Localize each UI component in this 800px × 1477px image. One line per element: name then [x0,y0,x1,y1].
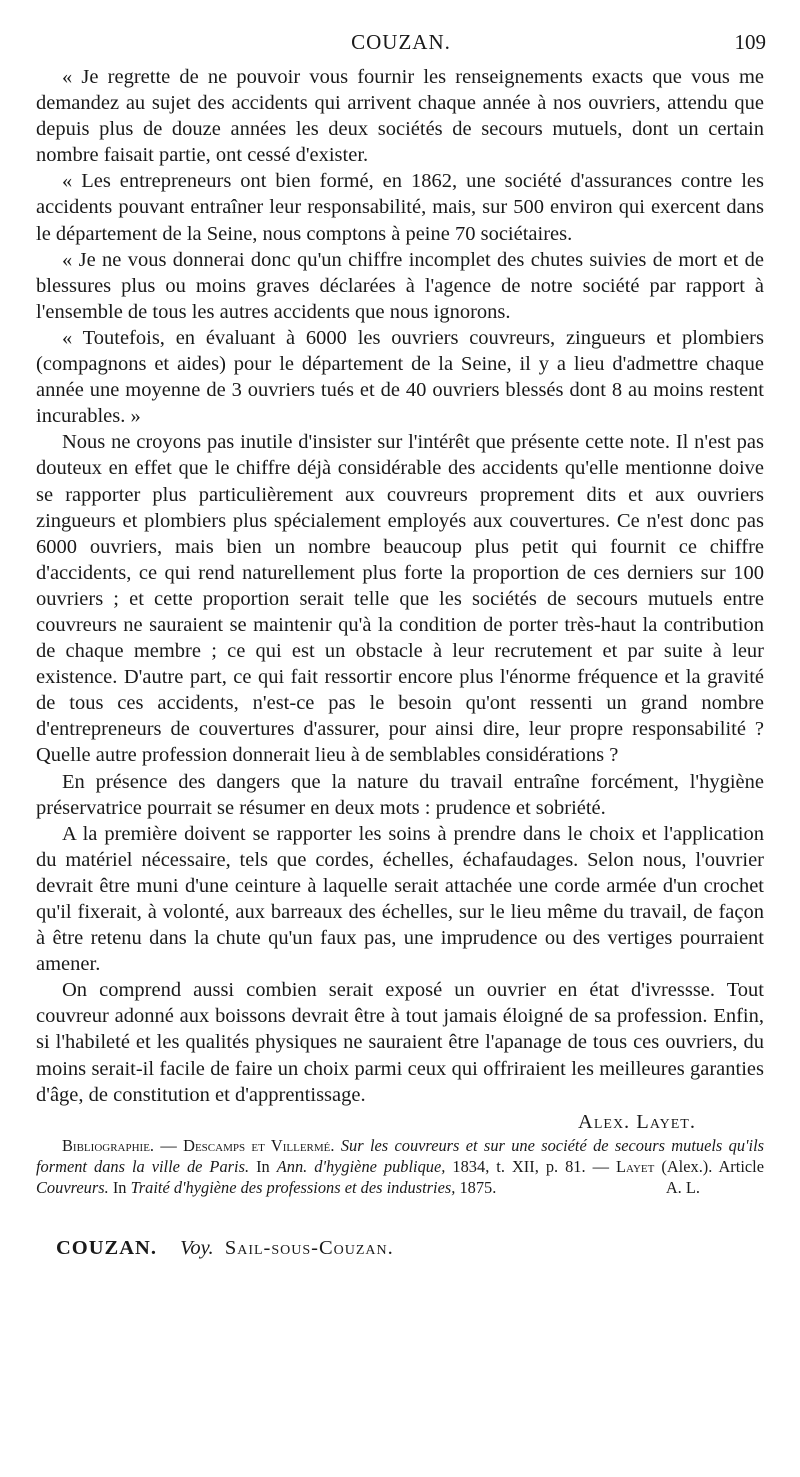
paragraph: On comprend aussi combien serait exposé un ouvrier en état d'ivressse. Tout couvreur adonné aux boissons devrait être à tout jamais éloigné de sa profession. Enfin, si l'habileté et les qualités physiques ne sauraient être l'apanage de tous ces ouvriers, du moins serait-il facile de faire un choix parmi ceux qui offriraient les meilleures garanties d'âge, de constitution et d'apprentissage. [36,979,764,1106]
paragraph: « Les entrepreneurs ont bien formé, en 1862, une société d'assurances contre les accidents pouvant entraîner leur responsabilité, mais, sur 500 environ qui exercent dans le département de la Seine, nous comptons à peine 70 sociétaires. [36,170,764,245]
cross-reference-entry [36,1235,764,1261]
text-body [36,64,764,1261]
bibliography-label: Bibliographie. [62,1135,155,1155]
paragraph: Nous ne croyons pas inutile d'insister sur l'intérêt que présente cette note. Il n'est pas douteux en effet que le chiffre déjà considérable des accidents qu'elle mentionne doive se rapporter plus particulièrement aux couvreurs proprement dits et aux ouvriers zingueurs et plombiers plus spécialement employés aux couvertures. Ce n'est donc pas 6000 ouvriers, mais bien un nombre beaucoup plus petit qui fournit ce chiffre d'accidents, ce qui rend naturellement plus forte la proportion de ces derniers sur 100 ouvriers ; et cette proportion serait telle que les sociétés de secours mutuels entre couvreurs ne sauraient se maintenir qu'à la condition de porter très-haut la contribution de chaque membre ; ce qui est un obstacle à leur recrutement et par suite à leur existence. D'autre part, ce qui fait ressortir encore plus l'énorme fréquence et la gravité de tous ces accidents, n'est-ce pas le besoin qu'ont ressenti un grand nombre d'entrepreneurs de couvertures d'assurer, pour ainsi dire, leur propre responsabilité ? Quelle autre profession donnerait lieu à de semblables considérations ? [36,431,764,767]
bibliography-text: In [256,1157,270,1177]
bibliography-author: Descamps et Villermé. [183,1135,335,1155]
paragraph: « Je regrette de ne pouvoir vous fournir les renseignements exacts que vous me demandez au sujet des accidents qui arrivent chaque année à nos ouvriers, attendu que depuis plus de douze années les deux sociétés de secours mutuels, dont un certain nombre faisait partie, ont cessé d'exister. [36,66,764,167]
bibliography-text: In [112,1178,127,1198]
paragraph: « Toutefois, en évaluant à 6000 les ouvriers couvreurs, zingueurs et plombiers (compagnons et aides) pour le département de la Seine, il y a lieu d'admettre chaque année une moyenne de 3 ouvriers tués et de 40 ouvriers blessés dont 8 au moins restent incurables. » [36,326,764,428]
author-signature: Alex. Layet. [578,1110,696,1133]
entry-headword: COUZAN. [56,1236,157,1259]
see-also-label: Voy. [180,1236,214,1259]
page-header [36,30,766,60]
cross-reference-target[interactable]: Sail-sous-Couzan. [224,1236,394,1259]
bibliography-title: Couvreurs. [36,1178,109,1198]
bibliography-title: Sur les couvreurs et sur une société de secours mutuels qu'ils forment dans la ville de Paris. [36,1135,765,1177]
paragraph: En présence des dangers que la nature du travail entraîne forcément, l'hygiène préservatrice pourrait se résumer en deux mots : prudence et sobriété. [36,770,764,819]
bibliography-text: 1834, t. XII, p. 81. — [452,1157,610,1177]
bibliography-text: 1875. [459,1178,497,1198]
bibliography: Bibliographie. — Descamps et Villermé. Sur les couvreurs et sur une société de secours mutuels qu'ils forment dans la ville de Paris. In Ann. d'hygiène publique, 1834, t. XII, p. 81. — Layet (Alex.). Article Couvreurs. In Traité d'hygiène des professions et des industries, 1875. A. L. [36,1135,765,1198]
bibliography-journal: Traité d'hygiène des professions et des industries, [130,1178,456,1198]
bibliography-text: (Alex.). Article [661,1157,764,1177]
bibliography-author: Layet [616,1157,655,1177]
paragraph: A la première doivent se rapporter les soins à prendre dans le choix et l'application du matériel nécessaire, tels que cordes, échelles, échafaudages. Selon nous, l'ouvrier devrait être muni d'une ceinture à laquelle serait attachée une corde armée d'un crochet qu'il fixerait, à volonté, aux barreaux des échelles, sur le lieu même du travail, de façon à être retenu dans la chute qu'un faux pas, une imprudence ou des vertiges pourraient amener. [36,822,764,976]
paragraph: « Je ne vous donnerai donc qu'un chiffre incomplet des chutes suivies de mort et de blessures plus ou moins graves déclarées à l'agence de notre société par rapport à l'ensemble de tous les autres accidents que nous ignorons. [36,248,764,323]
page-number: 109 [734,30,766,54]
bibliography-initials: A. L. [665,1178,700,1198]
bibliography-journal: Ann. d'hygiène publique, [276,1157,446,1177]
running-title: COUZAN. [351,30,451,54]
